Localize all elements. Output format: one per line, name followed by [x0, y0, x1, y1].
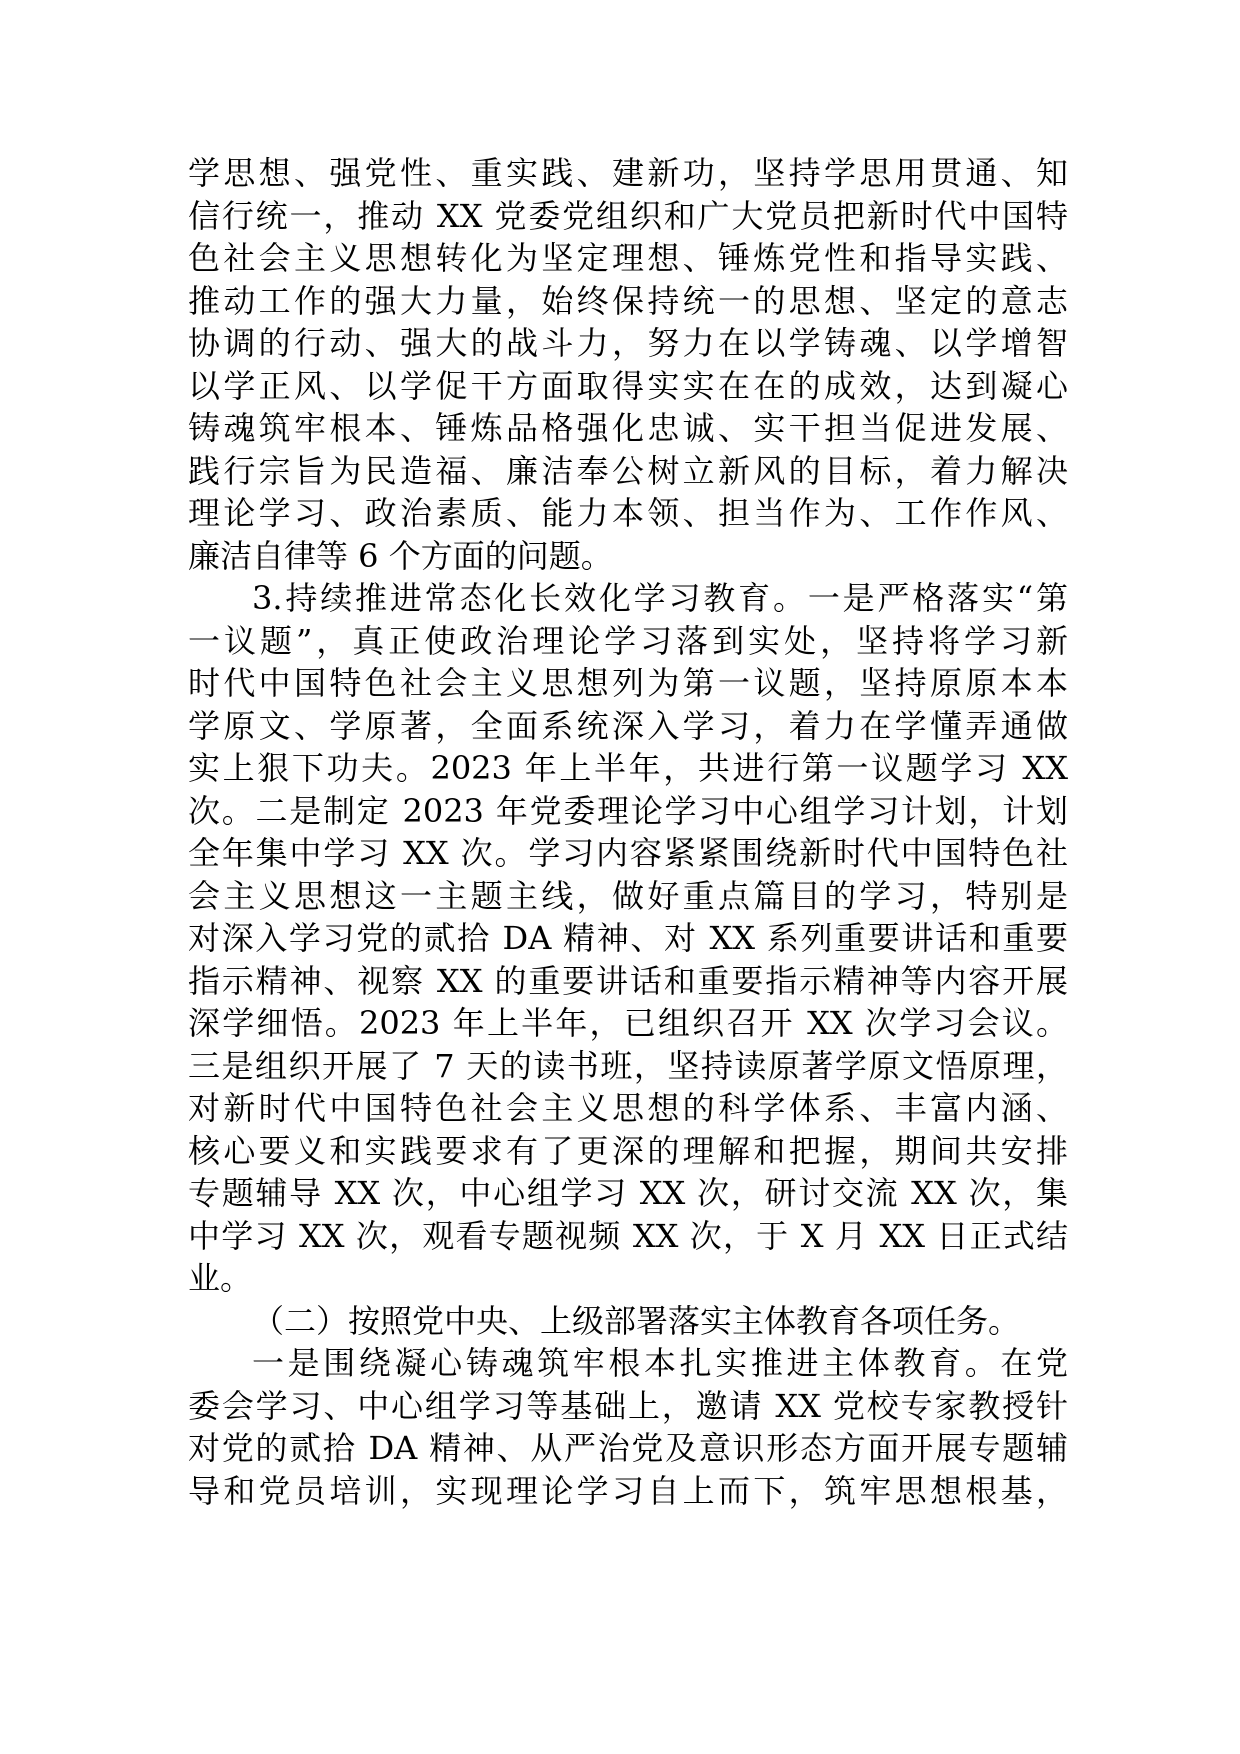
subsection-heading: （二）按照党中央、上级部署落实主体教育各项任务。	[252, 1301, 1021, 1340]
text-line: 以学正风、以学促干方面取得实实在在的成效，达到凝心	[188, 366, 1068, 405]
text-line: 三是组织开展了 7 天的读书班，坚持读原著学原文悟原理，	[188, 1046, 1068, 1085]
text-line: 理论学习、政治素质、能力本领、担当作为、工作作风、	[188, 494, 1068, 532]
text-line: 实上狠下功夫。2023 年上半年，共进行第一议题学习 XX	[188, 749, 1068, 787]
text-line: 一议题”，真正使政治理论学习落到实处，坚持将学习新	[188, 621, 1068, 660]
text-line: 导和党员培训，实现理论学习自上而下，筑牢思想根基，	[188, 1471, 1068, 1510]
text-line: 指示精神、视察 XX 的重要讲话和重要指示精神等内容开展	[188, 961, 1068, 1000]
text-line: 对深入学习党的贰拾 DA 精神、对 XX 系列重要讲话和重要	[188, 919, 1068, 957]
text-line: 对党的贰拾 DA 精神、从严治党及意识形态方面开展专题辅	[188, 1429, 1068, 1467]
paragraph-end-line: 廉洁自律等 6 个方面的问题。	[188, 536, 613, 575]
text-line: 学思想、强党性、重实践、建新功，坚持学思用贯通、知	[188, 154, 1068, 192]
text-line: 专题辅导 XX 次，中心组学习 XX 次，研讨交流 XX 次，集	[188, 1174, 1068, 1212]
text-line: 学原文、学原著，全面系统深入学习，着力在学懂弄通做	[188, 706, 1068, 745]
document-body	[188, 152, 1068, 1512]
paragraph-end-line: 业。	[188, 1259, 253, 1297]
text-line: 信行统一，推动 XX 党委党组织和广大党员把新时代中国特	[188, 196, 1068, 235]
text-line: 会主义思想这一主题主线，做好重点篇目的学习，特别是	[188, 876, 1068, 915]
text-line: 推动工作的强大力量，始终保持统一的思想、坚定的意志	[188, 281, 1068, 320]
text-line: 时代中国特色社会主义思想列为第一议题，坚持原原本本	[188, 664, 1068, 702]
text-line: 次。二是制定 2023 年党委理论学习中心组学习计划，计划	[188, 791, 1068, 830]
section-heading-line: 3.持续推进常态化长效化学习教育。一是严格落实“第	[252, 579, 1068, 617]
text-line: 深学细悟。2023 年上半年，已组织召开 XX 次学习会议。	[188, 1004, 1068, 1042]
text-line: 协调的行动、强大的战斗力，努力在以学铸魂、以学增智	[188, 324, 1068, 362]
text-line: 中学习 XX 次，观看专题视频 XX 次，于 X 月 XX 日正式结	[188, 1216, 1068, 1255]
text-line: 对新时代中国特色社会主义思想的科学体系、丰富内涵、	[188, 1089, 1068, 1127]
text-line: 核心要义和实践要求有了更深的理解和把握，期间共安排	[188, 1131, 1068, 1170]
text-line: 铸魂筑牢根本、锤炼品格强化忠诚、实干担当促进发展、	[188, 409, 1068, 447]
text-line: 全年集中学习 XX 次。学习内容紧紧围绕新时代中国特色社	[188, 834, 1068, 872]
paragraph-start-line: 一是围绕凝心铸魂筑牢根本扎实推进主体教育。在党	[252, 1344, 1068, 1382]
text-line: 委会学习、中心组学习等基础上，邀请 XX 党校专家教授针	[188, 1386, 1068, 1425]
text-line: 践行宗旨为民造福、廉洁奉公树立新风的目标，着力解决	[188, 451, 1068, 490]
text-line: 色社会主义思想转化为坚定理想、锤炼党性和指导实践、	[188, 239, 1068, 277]
